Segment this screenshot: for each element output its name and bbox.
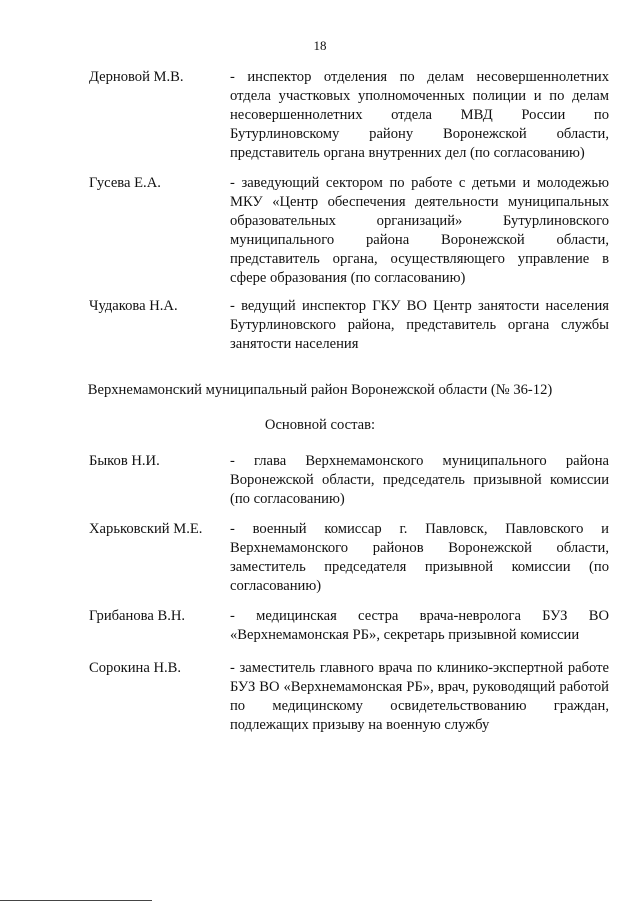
- page-number: 18: [313, 38, 327, 53]
- member-name: Сорокина Н.В.: [89, 660, 182, 676]
- composition-title: Основной состав:: [264, 417, 376, 433]
- member-name: Чудакова Н.А.: [89, 298, 178, 314]
- member-name: Гусева Е.А.: [89, 175, 161, 191]
- member-name: Грибанова В.Н.: [89, 608, 186, 624]
- member-role: - военный комиссар г. Павловск, Павловского и Верхнемамонского районов Воронежской области, заместитель председателя призывной комиссии (по согласованию): [230, 521, 609, 594]
- member-role: - заведующий сектором по работе с детьми и молодежью МКУ «Центр обеспечения деятельности муниципальных образовательных организаций» Бутурлиновского муниципального района Воронежской области, представитель органа, осуществляющего управление в сфере образования (по согласованию): [230, 175, 609, 286]
- member-name: Быков Н.И.: [89, 453, 160, 469]
- member-name: Харьковский М.Е.: [89, 521, 203, 537]
- member-role: - глава Верхнемамонского муниципального района Воронежской области, председатель призывной комиссии (по согласованию): [230, 453, 609, 507]
- member-name: Дерновой М.В.: [89, 69, 184, 85]
- member-role: - медицинская сестра врача-невролога БУЗ ВО «Верхнемамонская РБ», секретарь призывной комиссии: [230, 608, 609, 643]
- footnote-divider: [0, 900, 152, 901]
- member-role: - заместитель главного врача по клинико-экспертной работе БУЗ ВО «Верхнемамонская РБ», врач, руководящий работой по медицинскому освидетельствованию граждан, подлежащих призыву на военную службу: [230, 660, 609, 733]
- member-role: - инспектор отделения по делам несовершеннолетних отдела участковых уполномоченных полиции и по делам несовершеннолетних отдела МВД России по Бутурлиновскому району Воронежской области, представитель органа внутренних дел (по согласованию): [230, 69, 609, 161]
- district-title: Верхнемамонский муниципальный район Воронежской области (№ 36-12): [87, 382, 553, 398]
- member-role: - ведущий инспектор ГКУ ВО Центр занятости населения Бутурлиновского района, представитель органа службы занятости населения: [230, 298, 609, 352]
